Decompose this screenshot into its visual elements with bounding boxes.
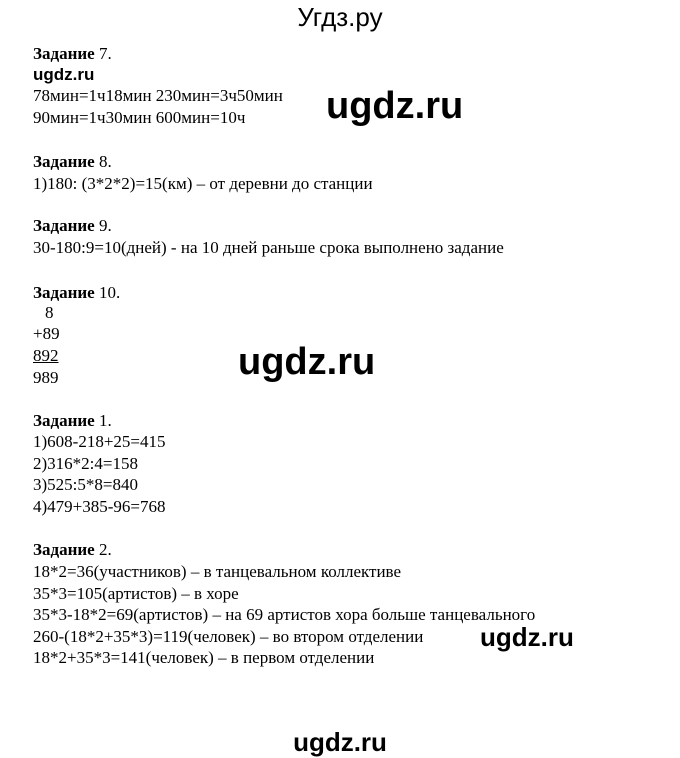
watermark-small: ugdz.ru <box>33 65 95 84</box>
task-heading <box>33 44 112 64</box>
task-label: Задание <box>33 411 95 430</box>
task-line: 892 <box>33 346 59 365</box>
task-line: 18*2=36(участников) – в танцевальном коллективе <box>33 562 402 581</box>
task-line: 8 <box>45 303 54 322</box>
task-number: 7. <box>98 44 112 63</box>
watermark-mid: ugdz.ru <box>480 622 574 652</box>
task-line: 90мин=1ч30мин 600мин=10ч <box>33 108 246 127</box>
task-number: 10. <box>98 283 121 302</box>
task-label: Задание <box>33 44 95 63</box>
task-heading <box>33 540 112 560</box>
watermark-large: ugdz.ru <box>326 85 464 127</box>
task-heading <box>33 283 120 303</box>
task-number: 9. <box>98 216 112 235</box>
task-line: 30-180:9=10(дней) - на 10 дней раньше срока выполнено задание <box>33 238 504 257</box>
task-heading <box>33 216 112 236</box>
task-label: Задание <box>33 540 95 559</box>
task-line: 4)479+385-96=768 <box>33 497 166 516</box>
task-line: 260-(18*2+35*3)=119(человек) – во втором отделении <box>33 627 424 646</box>
task-line: 78мин=1ч18мин 230мин=3ч50мин <box>33 86 283 105</box>
task-line: 35*3-18*2=69(артистов) – на 69 артистов хора больше танцевального <box>33 605 536 624</box>
task-line: 35*3=105(артистов) – в хоре <box>33 584 239 603</box>
site-title: Угдз.ру <box>297 2 383 32</box>
task-label: Задание <box>33 152 95 171</box>
task-line: 1)180: (3*2*2)=15(км) – от деревни до станции <box>33 174 373 193</box>
task-line: 18*2+35*3=141(человек) – в первом отделении <box>33 648 375 667</box>
task-heading <box>33 411 112 431</box>
task-line: +89 <box>33 324 60 343</box>
task-number: 1. <box>98 411 112 430</box>
task-line: 2)316*2:4=158 <box>33 454 138 473</box>
task-label: Задание <box>33 216 95 235</box>
task-number: 8. <box>98 152 112 171</box>
task-heading <box>33 152 112 172</box>
task-label: Задание <box>33 283 95 302</box>
watermark-large: ugdz.ru <box>238 341 376 383</box>
task-line: 3)525:5*8=840 <box>33 475 138 494</box>
watermark-bottom: ugdz.ru <box>293 727 387 757</box>
task-line: 1)608-218+25=415 <box>33 432 166 451</box>
task-number: 2. <box>98 540 112 559</box>
task-line: 989 <box>33 368 59 387</box>
